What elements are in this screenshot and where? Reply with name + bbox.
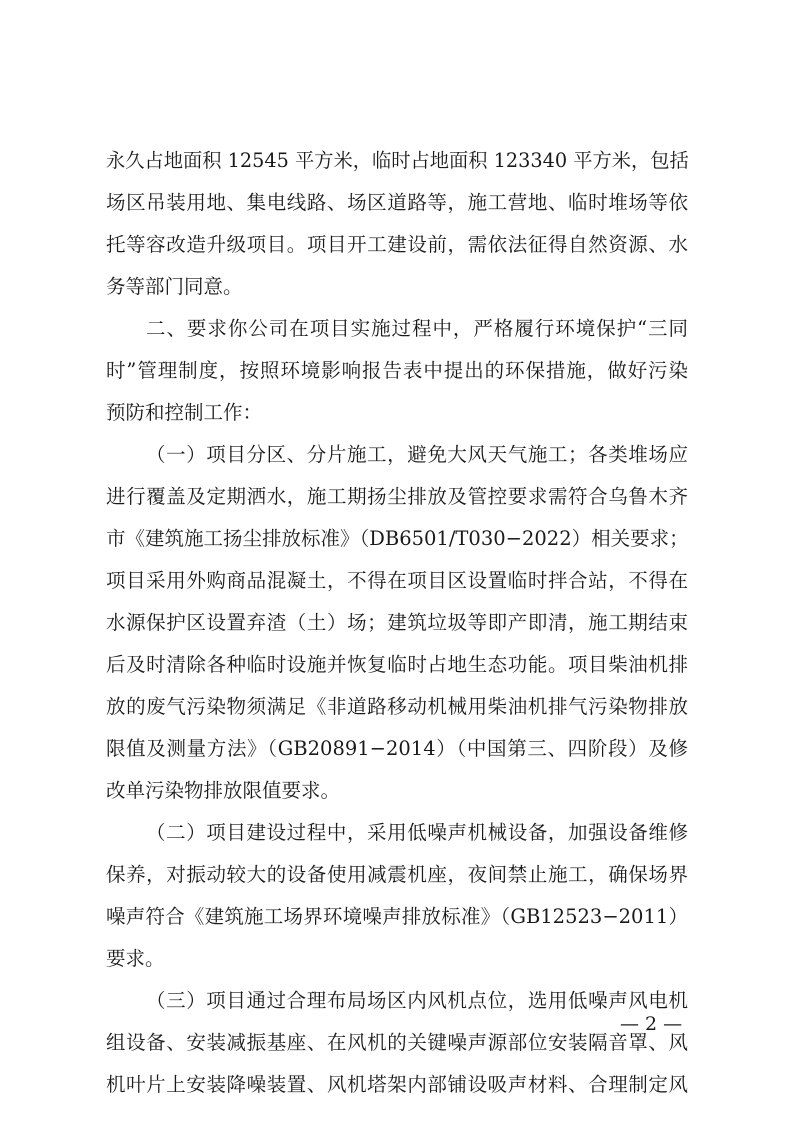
text-line: 场区吊装用地、集电线路、场区道路等，施工营地、临时堆场等依 xyxy=(106,191,688,214)
text-line: 水源保护区设置弃渣（土）场；建筑垃圾等即产即清，施工期结束 xyxy=(106,611,688,634)
text-line: 时”管理制度，按照环境影响报告表中提出的环保措施，做好污染 xyxy=(106,359,688,382)
text-line: 后及时清除各种临时设施并恢复临时占地生态功能。项目柴油机排 xyxy=(106,653,688,676)
text-line: 务等部门同意。 xyxy=(106,275,243,298)
text-line: 机叶片上安装降噪装置、风机塔架内部铺设吸声材料、合理制定风 xyxy=(106,1073,688,1096)
text-line: 二、要求你公司在项目实施过程中，严格履行环境保护“三同 xyxy=(146,317,688,340)
text-line: 项目采用外购商品混凝土，不得在项目区设置临时拌合站，不得在 xyxy=(106,569,688,592)
text-line: 托等容改造升级项目。项目开工建设前，需依法征得自然资源、水 xyxy=(106,233,688,256)
text-line: 永久占地面积 12545 平方米，临时占地面积 123340 平方米，包括 xyxy=(106,149,689,172)
text-line: （三）项目通过合理布局场区内风机点位，选用低噪声风电机 xyxy=(146,989,688,1012)
text-line: （一）项目分区、分片施工，避免大风天气施工；各类堆场应 xyxy=(146,443,688,466)
text-line: （二）项目建设过程中，采用低噪声机械设备，加强设备维修 xyxy=(146,821,688,844)
page-number: — 2 — xyxy=(620,1013,683,1035)
text-line: 限值及测量方法》（GB20891−2014）（中国第三、四阶段）及修 xyxy=(106,737,688,760)
text-line: 要求。 xyxy=(106,947,165,970)
text-line: 噪声符合《建筑施工场界环境噪声排放标准》（GB12523−2011） xyxy=(106,905,688,928)
text-line: 市《建筑施工扬尘排放标准》（DB6501/T030−2022）相关要求； xyxy=(106,527,689,550)
text-line: 预防和控制工作： xyxy=(106,401,263,424)
text-line: 改单污染物排放限值要求。 xyxy=(106,779,341,802)
text-line: 放的废气污染物须满足《非道路移动机械用柴油机排气污染物排放 xyxy=(106,695,688,718)
text-line: 进行覆盖及定期洒水，施工期扬尘排放及管控要求需符合乌鲁木齐 xyxy=(106,485,688,508)
text-line: 组设备、安装减振基座、在风机的关键噪声源部位安装隔音罩、风 xyxy=(106,1031,688,1054)
text-line: 保养，对振动较大的设备使用减震机座，夜间禁止施工，确保场界 xyxy=(106,863,688,886)
